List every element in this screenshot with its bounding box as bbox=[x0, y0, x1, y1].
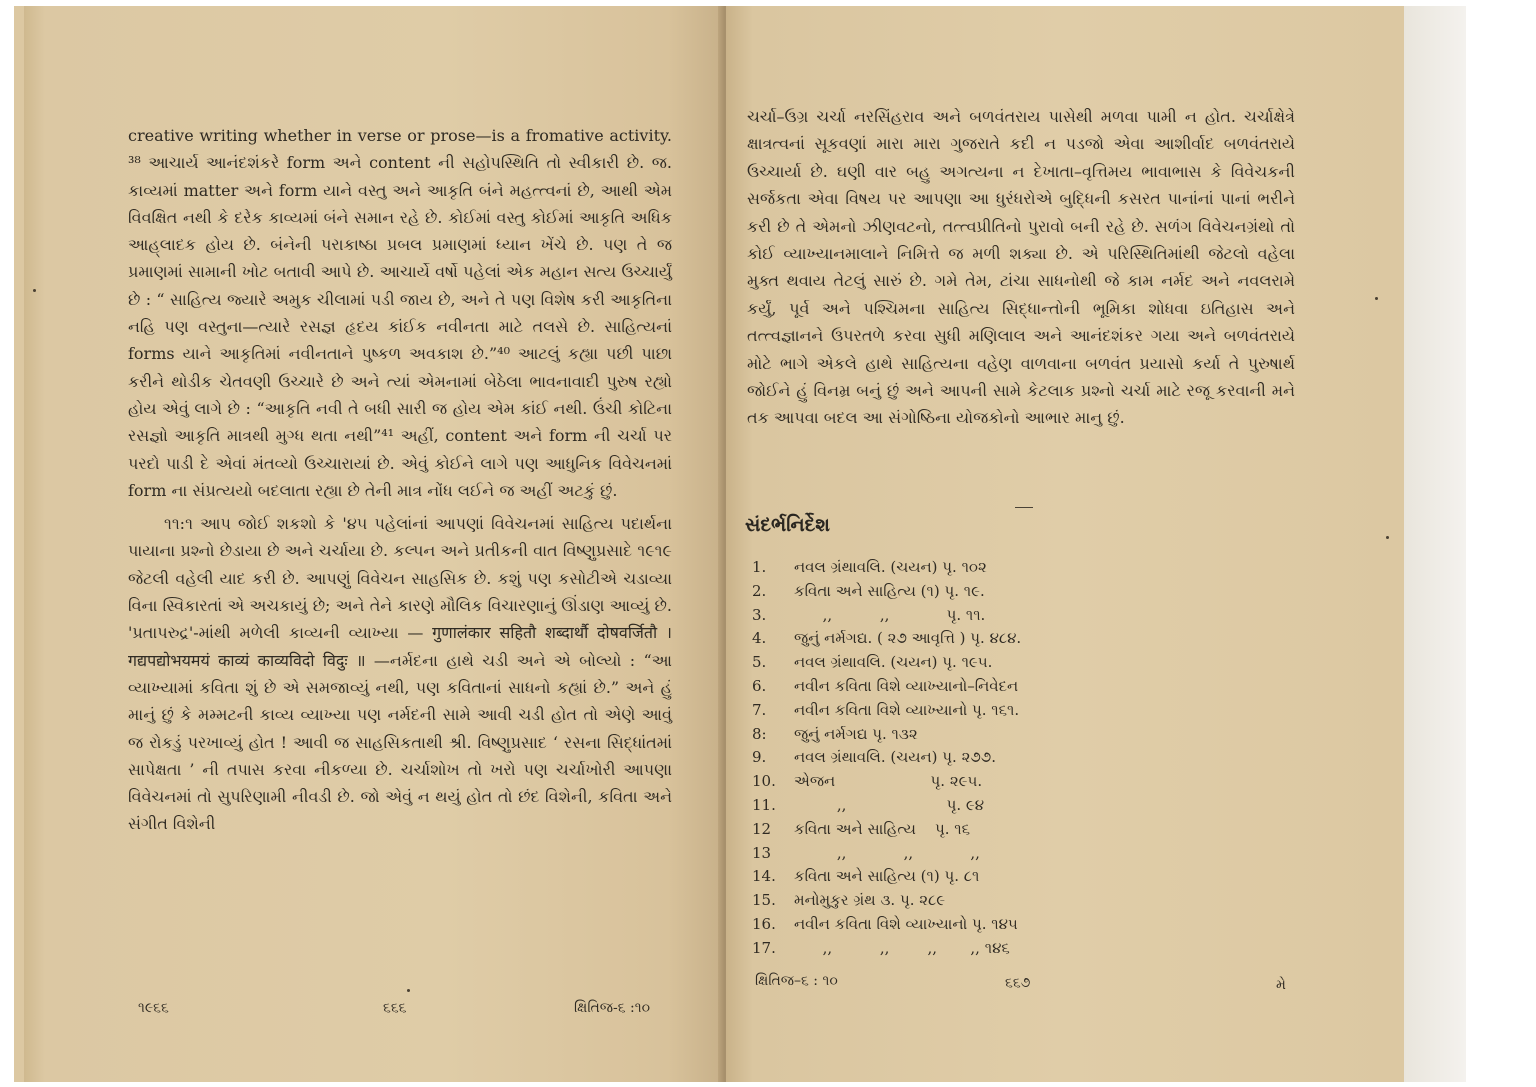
reference-item bbox=[752, 865, 1092, 889]
right-page-body bbox=[747, 103, 1295, 432]
left-footer-year: ૧૯૬૬ bbox=[138, 1000, 169, 1016]
reference-item bbox=[752, 556, 1092, 580]
paper-speck bbox=[1386, 536, 1389, 539]
reference-number: 14. bbox=[752, 867, 776, 886]
reference-number: 2. bbox=[752, 581, 767, 600]
reference-item bbox=[752, 651, 1092, 675]
left-paragraph-2: ૧૧:૧ આપ જોઈ શકશો કે '૪૫ પહેલાંનાં આપણાં વિવેચનમાં સાહિત્ય પદાર્થના પાયાના પ્રશ્નો છેડાયા છે અને ચર્ચાયા છે. કલ્પન અને પ્રતીકની વાત વિષ્ણુપ્રસાદે ૧૯૧૯ જેટલી વહેલી યાદ કરી છે. આપણું વિવેચન સાહસિક છે. કશું પણ કસોટીએ ચડાવ્યા વિના સ્વિકારતાં એ અચકાયું છે; અને તેને કારણે મૌલિક વિચારણાનું ઊંડાણ આવ્યું છે. 'પ્રતાપરુદ્ર'-માંથી મળેલી કાવ્યની વ્યાખ્યા — गुणालंकार सहितौ शब्दार्थौ दोषवर्जितौ । गद्यपद्योभयमयं काव्यं काव्यविदो विदुः ॥ —નર્મદના હાથે ચડી અને એ બોલ્યો : “આ વ્યાખ્યામાં કવિતા શું છે એ સમજાવ્યું નથી, પણ કવિતાનાં સાધનો કહ્યાં છે.” અને હું માનું છું કે મમ્મટની કાવ્ય વ્યાખ્યા પણ નર્મદની સામે આવી ચડી હોત તો એણે આવું જ રોકડું પરખાવ્યું હોત ! આવી જ સાહસિકતાથી શ્રી. વિષ્ણુપ્રસાદ ‘ રસના સિદ્ધાંતમાં સાપેક્ષતા ’ ની તપાસ કરવા નીકળ્યા છે. ચર્ચાશોખ તો ખરો પણ ચર્ચાખોરી આપણા વિવેચનમાં તો સુપરિણામી નીવડી છે. જો એવું ન થયું હોત તો છંદ વિશેની, કવિતા અને સંગીત વિશેની bbox=[128, 514, 672, 834]
left-page-body bbox=[128, 122, 672, 838]
references-heading: સંદર્ભનિર્દેશ bbox=[745, 514, 830, 536]
references-list bbox=[752, 556, 1092, 961]
reference-item bbox=[752, 842, 1092, 866]
reference-item bbox=[752, 889, 1092, 913]
reference-item bbox=[752, 699, 1092, 723]
reference-text: એજન પૃ. ૨૯૫. bbox=[794, 772, 983, 791]
reference-text: નવીન કવિતા વિશે વ્યાખ્યાનો પૃ. ૧૪૫ bbox=[794, 914, 1018, 933]
reference-text: ,, ,, પૃ. ૧૧. bbox=[794, 605, 986, 624]
paper-speck bbox=[1375, 297, 1378, 300]
reference-text: નવલ ગ્રંથાવલિ. (ચયન) પૃ. ૧૯૫. bbox=[794, 653, 993, 672]
reference-number: 4. bbox=[752, 629, 767, 648]
reference-item bbox=[752, 794, 1092, 818]
paper-speck bbox=[407, 989, 410, 992]
reference-item bbox=[752, 746, 1092, 770]
left-footer-journal: ક્ષિતિજ-૬ :૧૦ bbox=[574, 1000, 651, 1016]
reference-text: ,, પૃ. ૯૪ bbox=[794, 795, 985, 814]
reference-number: 13 bbox=[752, 843, 772, 862]
reference-number: 9. bbox=[752, 748, 767, 767]
reference-text: કવિતા અને સાહિત્ય પૃ. ૧૬ bbox=[794, 819, 971, 838]
right-footer-journal: ક્ષિતિજ–૬ : ૧૦ bbox=[755, 973, 838, 989]
reference-number: 10. bbox=[752, 772, 776, 791]
left-footer-page-number: ૬૬૬ bbox=[383, 1000, 407, 1016]
reference-number: 1. bbox=[752, 558, 767, 576]
reference-text: જુનું નર્મગદ્ય પૃ. ૧૩૨ bbox=[794, 724, 918, 743]
reference-item bbox=[752, 604, 1092, 628]
section-divider bbox=[1015, 507, 1033, 508]
reference-item bbox=[752, 723, 1092, 747]
reference-text: ,, ,, ,, bbox=[794, 843, 980, 862]
reference-number: 15. bbox=[752, 891, 776, 910]
reference-number: 7. bbox=[752, 700, 767, 719]
reference-text: નવીન કવિતા વિશે વ્યાખ્યાનો–નિવેદન bbox=[794, 676, 1019, 695]
reference-item bbox=[752, 627, 1092, 651]
reference-item bbox=[752, 913, 1092, 937]
reference-text: કવિતા અને સાહિત્ય (૧) પૃ. ૮૧ bbox=[794, 867, 980, 886]
reference-text: નવલ ગ્રંથાવલિ. (ચયન) પૃ. ૧૦૨ bbox=[794, 558, 987, 576]
right-footer-page-number: ૬૬૭ bbox=[1005, 975, 1031, 991]
paper-speck bbox=[33, 289, 36, 292]
scan-background-edge bbox=[1404, 6, 1466, 1082]
reference-number: 11. bbox=[752, 795, 776, 814]
reference-number: 16. bbox=[752, 914, 776, 933]
reference-number: 12 bbox=[752, 819, 772, 838]
reference-text: નવલ ગ્રંથાવલિ. (ચયન) પૃ. ૨૭૭. bbox=[794, 748, 996, 767]
reference-number: 3. bbox=[752, 605, 767, 624]
reference-text: કવિતા અને સાહિત્ય (૧) પૃ. ૧૯. bbox=[794, 581, 985, 600]
reference-item bbox=[752, 937, 1092, 961]
reference-item bbox=[752, 770, 1092, 794]
reference-text: નવીન કવિતા વિશે વ્યાખ્યાનો પૃ. ૧૬૧. bbox=[794, 700, 1020, 719]
reference-item bbox=[752, 818, 1092, 842]
reference-text: જુનું નર્મગદ્ય. ( ૨૭ આવૃત્તિ ) પૃ. ૪૮૪. bbox=[794, 629, 1022, 648]
right-footer-month: મે bbox=[1276, 977, 1286, 993]
left-paragraph-1: creative writing whether in verse or prose—is a fromative activity. ³⁸ આચાર્ય આનંદશંકરે form અને content ની સહોપસ્થિતિ તો સ્વીકારી છે. જ. કાવ્યમાં matter અને form યાને વસ્તુ અને આકૃતિ બંને મહત્ત્વનાં છે, આથી એમ વિવક્ષિત નથી કે દરેક કાવ્યમાં બંને સમાન રહે છે. કોઈમાં વસ્તુ કોઈમાં આકૃતિ અધિક આહ્‌લાદક હોય છે. બંનેની પરાકાષ્ઠા પ્રબલ પ્રમાણમાં ધ્યાન ખેંચે છે. પણ તે જ પ્રમાણમાં સામાની ખોટ બતાવી આપે છે. આચાર્યે વર્ષો પહેલાં એક મહાન સત્ય ઉચ્ચાર્યું છે : “ સાહિત્ય જ્યારે અમુક ચીલામાં પડી જાય છે, અને તે પણ વિશેષ કરી આકૃતિના નહિ પણ વસ્તુના—ત્યારે રસજ્ઞ હૃદય કાંઈક નવીનતા માટે તલસે છે. સાહિત્યનાં forms યાને આકૃતિમાં નવીનતાને પુષ્કળ અવકાશ છે.”⁴⁰ આટલું કહ્યા પછી પાછા કરીને થોડીક ચેતવણી ઉચ્ચારે છે અને ત્યાં એમનામાં બેઠેલા ભાવનાવાદી પુરુષ રહ્યો હોય એવું લાગે છે : “આકૃતિ નવી તે બધી સારી જ હોય એમ કાંઈ નથી. ઉંચી કોટિના રસજ્ઞો આકૃતિ માત્રથી મુગ્ધ થતા નથી”⁴¹ અહીં, content અને form ની ચર્ચા પર પરદો પાડી દે એવાં મંતવ્યો ઉચ્ચારાયાં છે. એવું કોઈને લાગે પણ આધુનિક વિવેચનમાં form ના સંપ્રત્યયો બદલાતા રહ્યા છે તેની માત્ર નોંધ લઈને જ અહીં અટકું છું. bbox=[128, 126, 672, 500]
reference-item bbox=[752, 675, 1092, 699]
reference-number: 6. bbox=[752, 676, 767, 695]
reference-text: ,, ,, ,, ,, ૧૪૬ bbox=[794, 938, 1010, 957]
reference-number: 17. bbox=[752, 938, 776, 957]
right-paragraph: ચર્ચા–ઉગ્ર ચર્ચા નરસિંહરાવ અને બળવંતરાય પાસેથી મળવા પામી ન હોત. ચર્ચાક્ષેત્રે ક્ષાત્રત્વનાં સૂકવણાં મારા મારા ગુજરાતે કદી ન પડજો એવા આશીર્વાદ બળવંતરાયે ઉચ્ચાર્યા છે. ઘણી વાર બહુ અગત્યના ન દેખાતા–વૃત્તિમય ભાવાભાસ કે વિવેચકની સર્જકતા એવા વિષય પર આપણા આ ધુરંધરોએ બુદ્ધિની કસરત પાનાંનાં પાનાં ભરીને કરી છે તે એમનો ઝીણવટનો, તત્ત્વપ્રીતિનો પુરાવો બની રહે છે. સળંગ વિવેચનગ્રંથો તો કોઈ વ્યાખ્યાનમાલાને નિમિત્તે જ મળી શક્યા છે. એ પરિસ્થિતિમાંથી જેટલો વહેલા મુક્ત થવાય તેટલું સારું છે. ગમે તેમ, ટાંચા સાધનોથી જે કામ નર્મદ અને નવલરામે કર્યું, પૂર્વ અને પશ્ચિમના સાહિત્ય સિદ્ધાન્તોની ભૂમિકા શોધવા ઇતિહાસ અને તત્ત્વજ્ઞાનને ઉપરતળે કરવા સુધી મણિલાલ અને આનંદશંકર ગયા અને બળવંતરાયે મોટે ભાગે એકલે હાથે સાહિત્યના વહેણ વાળવાના બળવંત પ્રયાસો કર્યા તે પુરુષાર્થ જોઈને હું વિનમ્ર બનું છું અને આપની સામે કેટલાક પ્રશ્નો ચર્ચા માટે રજૂ કરવાની મને તક આપવા બદલ આ સંગોષ્ઠિના યોજકોનો આભાર માનુ છું. bbox=[747, 107, 1295, 428]
reference-item bbox=[752, 580, 1092, 604]
reference-text: મનોમુકુર ગ્રંથ ૩. પૃ. ૨૮૯ bbox=[794, 891, 946, 910]
reference-number: 8: bbox=[752, 724, 767, 743]
reference-number: 5. bbox=[752, 653, 767, 672]
